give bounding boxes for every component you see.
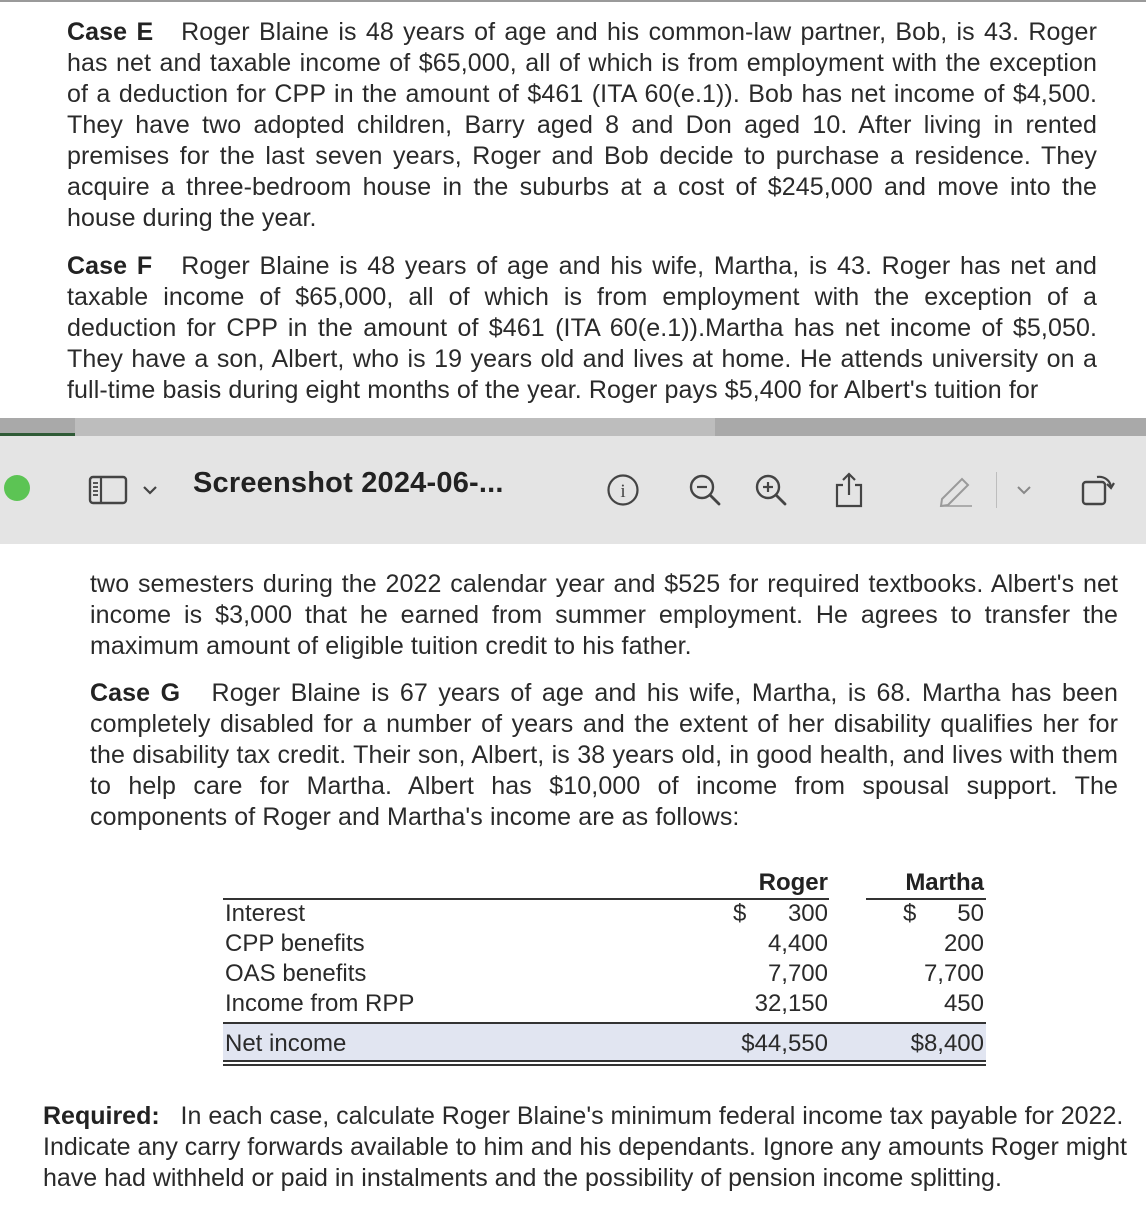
- chevron-down-icon[interactable]: [1012, 436, 1036, 544]
- sidebar-icon[interactable]: [86, 436, 130, 544]
- window-divider: [0, 418, 1146, 436]
- required-line-3: have had withheld or paid in instalments and the possibility of pension income splitting.: [43, 1164, 1002, 1192]
- currency-symbol: $: [733, 900, 747, 927]
- martha-value: 200: [943, 930, 984, 957]
- required-line-1: In each case, calculate Roger Blaine's minimum federal income tax payable for 2022.: [180, 1102, 1124, 1130]
- rotate-icon[interactable]: [1074, 436, 1120, 544]
- case-f-label: Case F: [67, 252, 153, 280]
- martha-value: 7,700: [923, 960, 984, 987]
- martha-value: 450: [943, 990, 984, 1017]
- zoom-in-icon[interactable]: [748, 436, 794, 544]
- page-top-rule: [0, 0, 1146, 2]
- case-e-paragraph: [67, 17, 1097, 234]
- markup-pen-icon[interactable]: [932, 436, 978, 544]
- chevron-down-icon[interactable]: [138, 436, 162, 544]
- zoom-out-icon[interactable]: [682, 436, 728, 544]
- info-icon[interactable]: [600, 436, 646, 544]
- martha-value: 50: [957, 900, 984, 927]
- lower-document-page: [0, 544, 1146, 1220]
- svg-text:i: i: [620, 481, 626, 502]
- table-row-label: Interest: [225, 900, 306, 927]
- roger-value: 300: [787, 900, 828, 927]
- required-label: Required:: [43, 1102, 160, 1130]
- header-martha: Martha: [905, 869, 984, 896]
- case-f-continuation: two semesters during the 2022 calendar year and $525 for required textbooks. Albert's net income is $3,000 that he earned from summer employment. He agrees to transfer the maximum amount of eligible tuition credit to his father.: [90, 570, 1118, 660]
- required-line-2: Indicate any carry forwards available to him and his dependants. Ignore any amounts Roger might: [43, 1133, 1127, 1161]
- case-e-label: Case E: [67, 18, 154, 46]
- header-roger: Roger: [758, 869, 828, 896]
- top-document-page: [0, 0, 1146, 418]
- table-row-label: CPP benefits: [225, 930, 365, 957]
- net-income-label: Net income: [225, 1030, 347, 1057]
- table-row-label: Income from RPP: [225, 990, 415, 1017]
- case-f-text: Roger Blaine is 48 years of age and his wife, Martha, is 43. Roger has net and taxable income of $65,000, all of which is from employment with the exception of a deduction for CPP in the amount of $461 (ITA 60(e.1)).Martha has net income of $5,050. They have a son, Albert, who is 19 years old and lives at home. He attends university on a full-time basis during eight months of the year. Roger pays $5,400 for Albert's tuition for: [67, 252, 1097, 404]
- window-traffic-light-button[interactable]: [4, 475, 30, 501]
- martha-net-income: $8,400: [910, 1030, 984, 1057]
- table-row-label: OAS benefits: [225, 960, 367, 987]
- window-title[interactable]: Screenshot 2024-06-...: [193, 467, 504, 499]
- toolbar-separator: [995, 436, 997, 544]
- case-f-paragraph: [67, 251, 1097, 406]
- share-icon[interactable]: [826, 436, 872, 544]
- roger-value: 32,150: [754, 990, 828, 1017]
- required-instructions: [43, 1101, 1146, 1194]
- case-e-text: Roger Blaine is 48 years of age and his common-law partner, Bob, is 43. Roger has net and taxable income of $65,000, all of which is from employment with the exception of a deduction for CPP in the amount of $461 (ITA 60(e.1)). Bob has net income of $4,500. They have two adopted children, Barry aged 8 and Don aged 10. After living in rented premises for the last seven years, Roger and Bob decide to purchase a residence. They acquire a three-bedroom house in the suburbs at a cost of $245,000 and move into the house during the year.: [67, 18, 1097, 232]
- roger-net-income: $44,550: [741, 1030, 828, 1057]
- case-g-text: Roger Blaine is 67 years of age and his wife, Martha, is 68. Martha has been completely disabled for a number of years and the extent of her disability qualifies her for the disability tax credit. Their son, Albert, is 38 years old, in good health, and lives with them to help care for Martha. Albert has $10,000 of income from spousal support. The components of Roger and Martha's income are as follows:: [90, 679, 1118, 831]
- case-g-label: Case G: [90, 679, 181, 707]
- roger-value: 4,400: [767, 930, 828, 957]
- currency-symbol: $: [903, 900, 917, 927]
- roger-value: 7,700: [767, 960, 828, 987]
